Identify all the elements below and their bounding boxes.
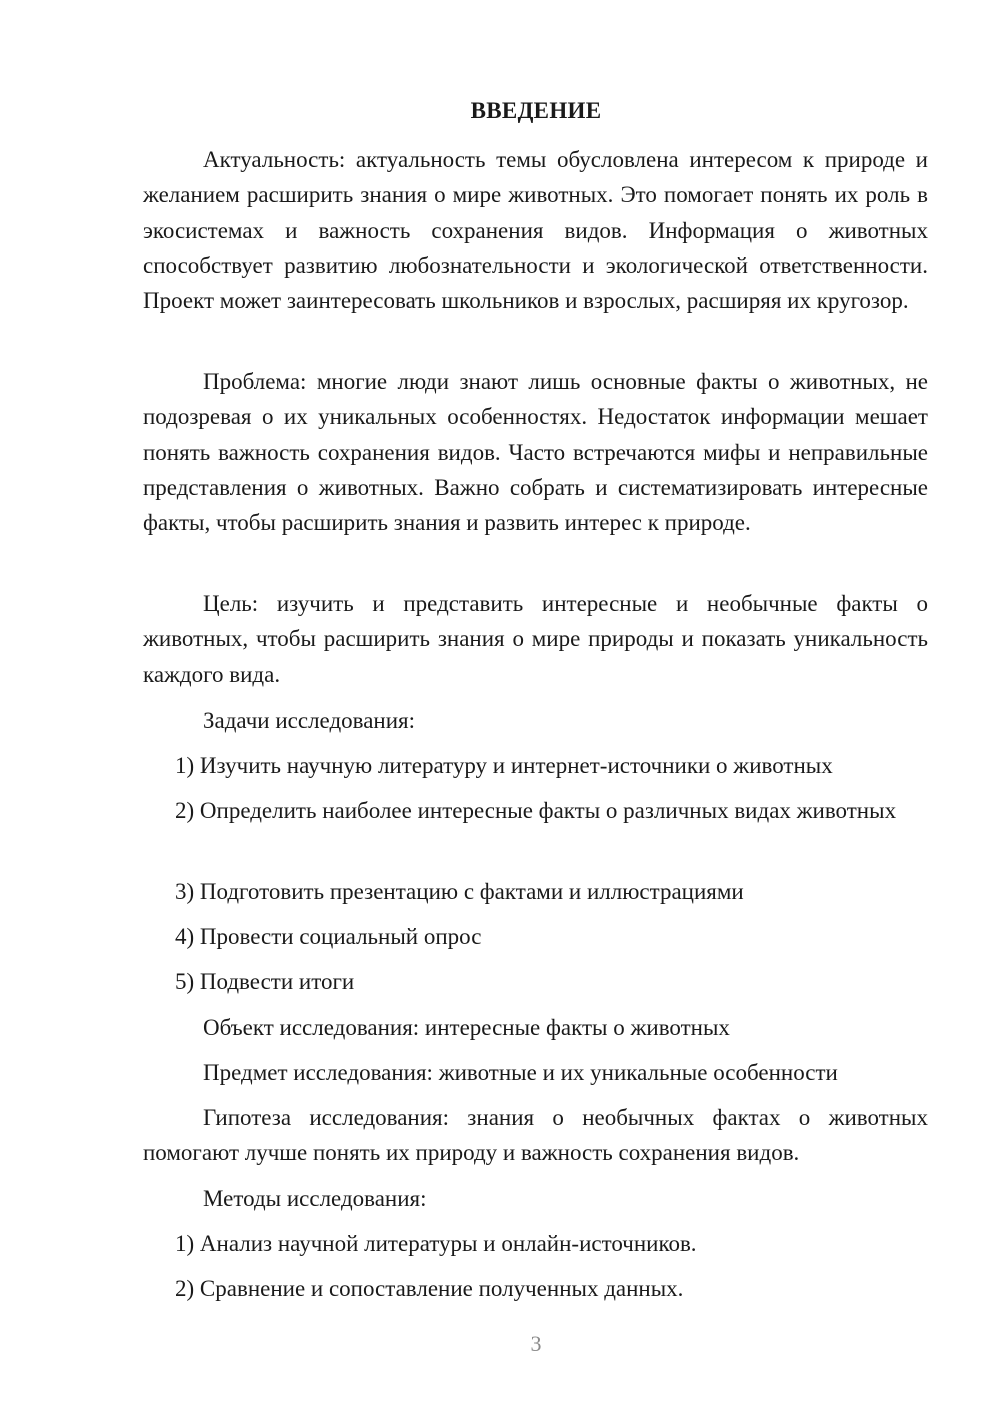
task-item: 1) Изучить научную литературу и интернет-источники о животных — [175, 753, 833, 778]
section-heading: ВВЕДЕНИЕ — [470, 98, 602, 123]
paragraph-goal: Цель: изучить и представить интересные и необычные факты о животных, чтобы расширить знания о мире природы и показать уникальность каждого вида. — [143, 591, 928, 687]
method-item: 1) Анализ научной литературы и онлайн-источников. — [175, 1231, 697, 1256]
methods-heading: Методы исследования: — [203, 1186, 427, 1211]
task-item: 2) Определить наиболее интересные факты о различных видах животных — [175, 798, 897, 823]
task-item: 5) Подвести итоги — [175, 969, 355, 994]
task-item: 4) Провести социальный опрос — [175, 924, 482, 949]
paragraph-problem: Проблема: многие люди знают лишь основные факты о животных, не подозревая о их уникальных особенностях. Недостаток информации мешает понять важность сохранения видов. Часто встречаются мифы и неправильные представления о животных. Важно собрать и систематизировать интересные факты, чтобы расширить знания и развить интерес к природе. — [143, 369, 928, 536]
task-item: 3) Подготовить презентацию с фактами и иллюстрациями — [175, 879, 744, 904]
tasks-heading: Задачи исследования: — [203, 708, 416, 733]
paragraph-hypothesis: Гипотеза исследования: знания о необычных фактах о животных помогают лучше понять их природу и важность сохранения видов. — [143, 1105, 928, 1166]
paragraph-subject: Предмет исследования: животные и их уникальные особенности — [203, 1060, 838, 1085]
paragraph-object: Объект исследования: интересные факты о животных — [203, 1015, 730, 1040]
method-item: 2) Сравнение и сопоставление полученных данных. — [175, 1276, 684, 1301]
page-number: 3 — [530, 1331, 542, 1356]
paragraph-relevance: Актуальность: актуальность темы обусловлена интересом к природе и желанием расширить знания о мире животных. Это помогает понять их роль в экосистемах и важность сохранения видов. Информация о животных способствует развитию любознательности и экологической ответственности. Проект может заинтересовать школьников и взрослых, расширяя их кругозор. — [143, 147, 928, 314]
